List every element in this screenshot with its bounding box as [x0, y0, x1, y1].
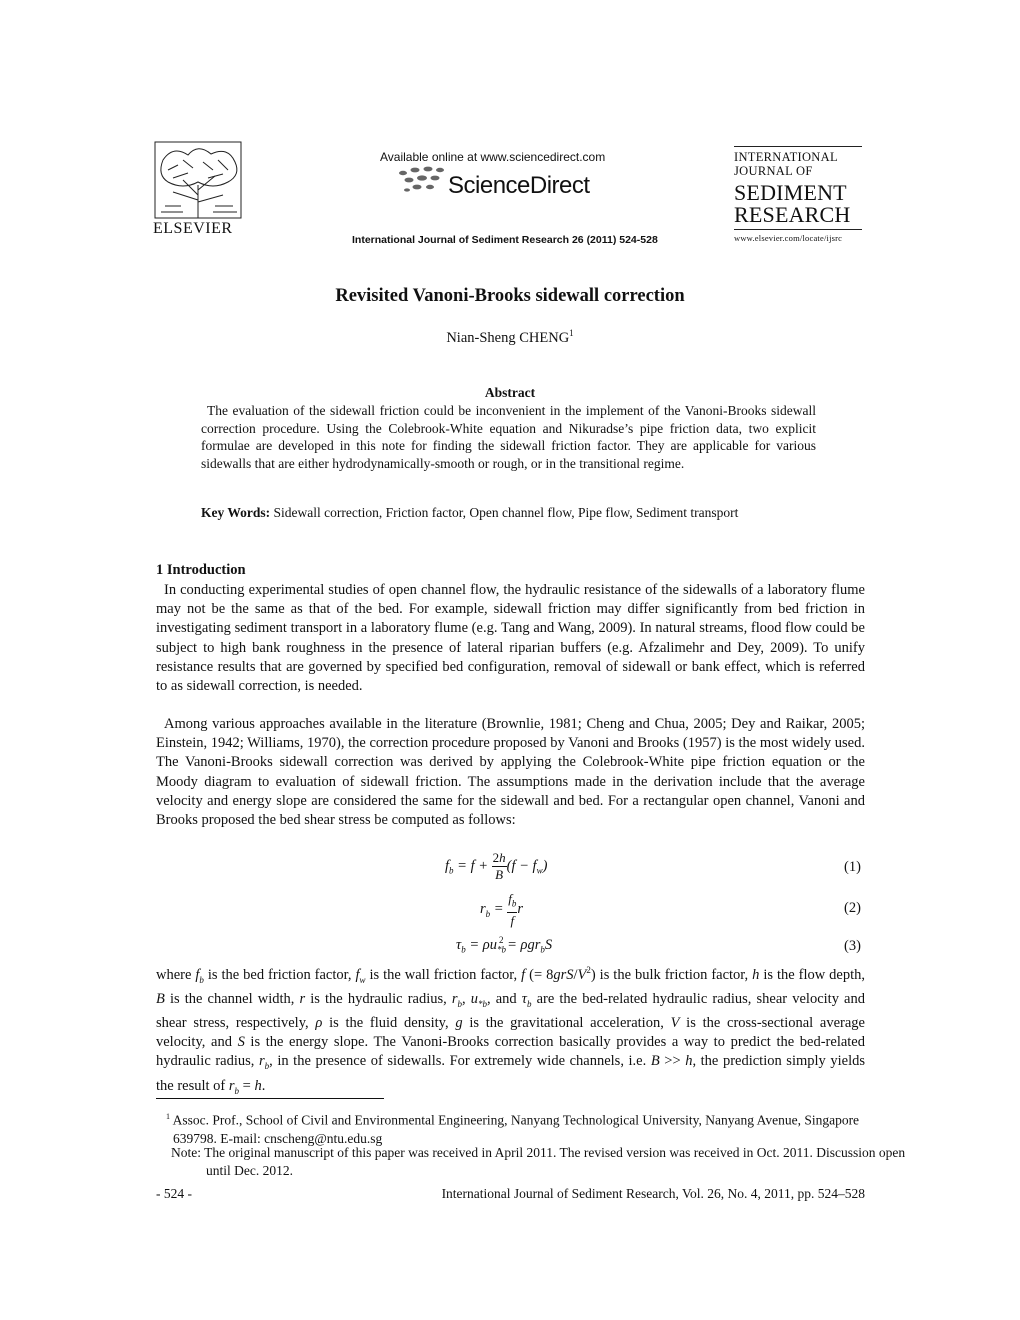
equation-3: $\tau_b = \rho u_{*b}^2 = \rho gr_bS$ — [456, 935, 553, 955]
footnote-2: Note: The original manuscript of this paper was received in April 2011. The revised version was received in Oct. 2011. Discussion open until Dec. 2012. — [171, 1145, 906, 1178]
footnote-1-text: Assoc. Prof., School of Civil and Environmental Engineering, Nanyang Technological University, Nanyang Avenue, Singapore 639798. E-mail: cnscheng@ntu.edu.sg — [172, 1112, 860, 1146]
journal-logo-line3: SEDIMENT — [734, 180, 847, 205]
journal-logo-line1: INTERNATIONAL — [734, 150, 838, 164]
abstract-text: The evaluation of the sidewall friction could be inconvenient in the implement of the Vanoni-Brooks sidewall correction procedure. Using the Colebrook-White equation and Nikuradse’s pipe friction data, two explicit formulae are developed in this note for finding the sidewall friction factor. They are applicable for various sidewalls that are either hydrodynamically-smooth or rough, or in the transitional regime. — [201, 403, 816, 471]
journal-logo — [734, 146, 862, 243]
keywords — [201, 505, 841, 521]
page-number: - 524 - — [156, 1186, 192, 1201]
keywords-label: Key Words: — [201, 505, 271, 520]
journal-logo-bottom-rule — [734, 229, 862, 230]
paragraph-2: Among various approaches available in the literature (Brownlie, 1981; Cheng and Chua, 2005; Dey and Raikar, 2005; Einstein, 1942; Williams, 1970), the correction procedure proposed by Vanoni and Brooks (1957) is the most widely used. The Vanoni-Brooks sidewall correction was derived by applying the Colebrook-White pipe friction equation or the Moody diagram to evaluation of sidewall friction. The assumptions made in the derivation include that the average velocity and energy slope are considered the same for the sidewall and bed. For a rectangular open channel, Vanoni and Brooks proposed the bed shear stress be computed as follows: — [156, 716, 865, 829]
journal-citation: International Journal of Sediment Research 26 (2011) 524-528 — [352, 234, 658, 246]
journal-logo-line4: RESEARCH — [734, 202, 851, 227]
journal-logo-line2: JOURNAL OF — [734, 164, 813, 178]
footer-citation: International Journal of Sediment Research, Vol. 26, No. 4, 2011, pp. 524–528 — [441, 1186, 865, 1201]
equation-2: $r_b$ = $\frac{f_b}{f}$ r — [480, 891, 523, 928]
footnote-1 — [156, 1108, 883, 1148]
sciencedirect-logo: ScienceDirect — [448, 172, 590, 199]
equation-2-number: (2) — [844, 900, 861, 916]
journal-logo-url: www.elsevier.com/locate/ijsrc — [734, 233, 843, 243]
equation-1-fraction: $\frac{2h}{B}$ — [492, 850, 506, 882]
abstract-heading: Abstract — [484, 385, 536, 400]
author-affil-mark: 1 — [569, 328, 574, 338]
paragraph-3: where $f_b$ is the bed friction factor, $f_w$ is the wall friction factor, f (= $8grS/V^2$) is the bulk friction factor, h is the flow depth, B is the channel width, r is the hydraulic radius, $r_b$, $u_{*b}$, and $\tau_b$ are the bed-related hydraulic radius, shear velocity and shear stress, respectively, ρ is the fluid density, g is the gravitational acceleration, V is the cross-sectional average velocity, and S is the energy slope. The Vanoni-Brooks correction basically provides a way to predict the bed-related hydraulic radius, $r_b$, in the presence of sidewalls. For extremely wide channels, i.e. B >> h, the prediction simply yields the result of $r_b = h$. — [156, 965, 866, 1096]
journal-logo-top-rule — [734, 146, 862, 147]
author-name: Nian-Sheng CHENG — [446, 329, 570, 346]
footnote-rule — [156, 1098, 384, 1099]
sciencedirect-dots-icon — [395, 165, 450, 195]
equation-1: $f_b = f$ + $\frac{2h}{B}$ $(f - f_w)$ — [445, 850, 548, 882]
section-heading: 1 Introduction — [156, 562, 246, 578]
footnote-1-mark: 1 — [166, 1112, 170, 1121]
available-online-text: Available online at www.sciencedirect.com — [380, 150, 606, 164]
paragraph-1: In conducting experimental studies of open channel flow, the hydraulic resistance of the sidewalls of a laboratory flume may not be the same as that of the bed. For example, sidewall friction may differ significantly from bed friction in investigating sediment transport in a laboratory flume (e.g. Tang and Wang, 2009). In natural streams, flood flow could be subject to high bank roughness in the presence of lateral riparian buffers (e.g. Afzalimehr and Dey, 2009). To unify resistance results that are governed by specified bed configuration, removal of sidewall or bank effect, which is referred to as sidewall correction, is needed. — [156, 582, 865, 695]
publisher-logo-text: ELSEVIER — [153, 220, 233, 237]
keywords-text: Sidewall correction, Friction factor, Open channel flow, Pipe flow, Sediment transport — [273, 505, 739, 520]
equation-1-number: (1) — [844, 859, 861, 875]
equation-3-number: (3) — [844, 938, 861, 954]
equation-2-fraction: $\frac{f_b}{f}$ — [508, 891, 517, 928]
author-line — [0, 328, 1020, 347]
paper-title: Revisited Vanoni-Brooks sidewall correction — [335, 286, 685, 306]
